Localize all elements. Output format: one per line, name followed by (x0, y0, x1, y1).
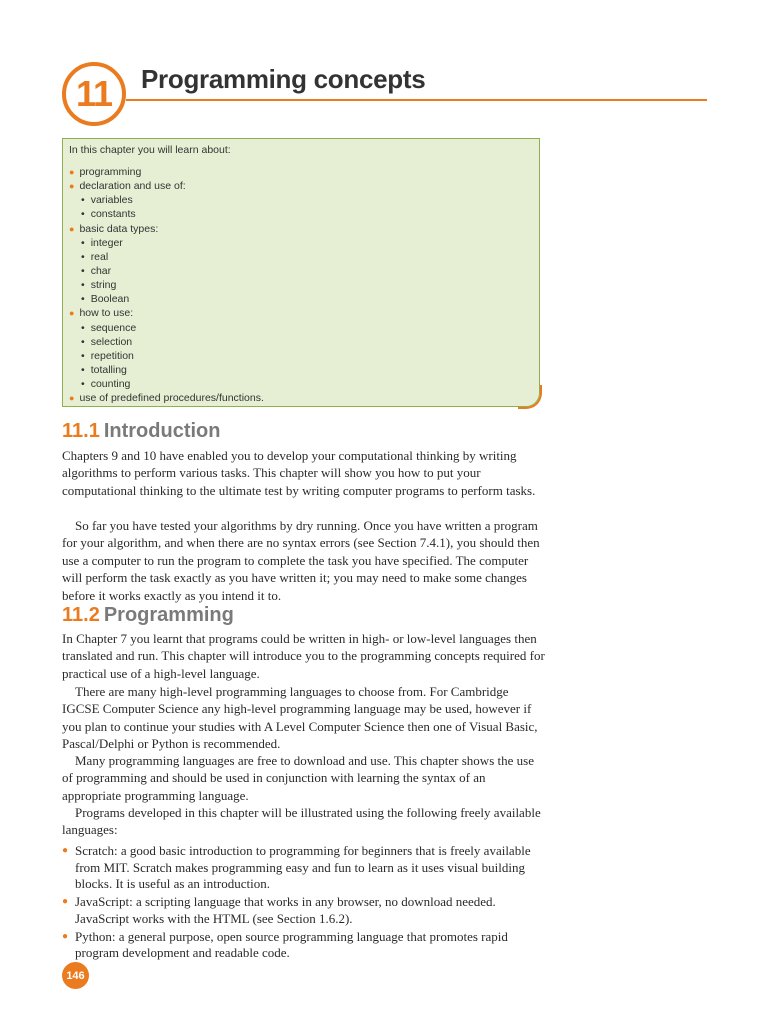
title-rule (126, 99, 707, 101)
section-number: 11.1 (62, 420, 100, 442)
objective-item: ● programming (69, 165, 539, 179)
objective-subitem: • constants (69, 207, 539, 221)
list-item: ● JavaScript: a scripting language that works in any browser, no download needed. JavaScript works with the HTML (see Section 1.6.2). (62, 894, 546, 927)
section-heading-programming (62, 604, 234, 627)
chapter-title: Programming concepts (141, 64, 426, 94)
objective-subitem: • repetition (69, 349, 539, 363)
language-bullet-list (62, 843, 546, 963)
section-heading-introduction (62, 420, 220, 443)
paragraph: So far you have tested your algorithms by dry running. Once you have written a program for your algorithm, and when there are no syntax errors (see Section 7.4.1), you should then use a computer to run the program to complete the task you have specified. The computer will perform the task exactly as you have written it; you may need to make some changes before it works exactly as you intend it to. (62, 518, 540, 603)
section-title: Programming (103, 604, 234, 626)
objective-item: ● use of predefined procedures/functions. (69, 391, 539, 405)
objective-subitem: • integer (69, 236, 539, 250)
objective-item: ● how to use: (69, 306, 539, 320)
paragraph: Chapters 9 and 10 have enabled you to develop your computational thinking by writing algorithms to perform various tasks. This chapter will show you how to put your computational thinking to the ultimate test by writing computer programs to perform tasks. (62, 448, 536, 498)
list-item: ● Python: a general purpose, open source programming language that promotes rapid program development and readable code. (62, 929, 546, 962)
objective-subitem: • totalling (69, 363, 539, 377)
objective-subitem: • counting (69, 377, 539, 391)
paragraph: In Chapter 7 you learnt that programs could be written in high- or low-level languages then translated and run. This chapter will introduce you to the programming concepts required for practical use of a high-level language. (62, 631, 545, 681)
page-number-badge: 146 (62, 962, 89, 989)
objective-subitem: • char (69, 264, 539, 278)
objective-item: ● basic data types: (69, 222, 539, 236)
paragraph: Many programming languages are free to download and use. This chapter shows the use of programming and should be used in conjunction with learning the syntax of an appropriate programming language. (62, 753, 534, 803)
learning-objectives-box (62, 138, 540, 407)
objectives-intro: In this chapter you will learn about: (69, 144, 231, 156)
section-number: 11.2 (62, 604, 100, 626)
objective-subitem: • variables (69, 193, 539, 207)
box-corner-accent (518, 385, 542, 409)
list-item: ● Scratch: a good basic introduction to programming for beginners that is freely available from MIT. Scratch makes programming easy and fun to learn as it uses visual building blocks. It is useful as an introduction. (62, 843, 546, 893)
paragraph: Programs developed in this chapter will be illustrated using the following freely available languages: (62, 805, 541, 838)
objective-subitem: • sequence (69, 321, 539, 335)
objective-subitem: • selection (69, 335, 539, 349)
chapter-number-badge: 11 (62, 62, 126, 126)
objective-subitem: • string (69, 278, 539, 292)
paragraph: There are many high-level programming languages to choose from. For Cambridge IGCSE Computer Science any high-level programming language may be used, however if you plan to continue your studies with A Level Computer Science then one of Visual Basic, Pascal/Delphi or Python is recommended. (62, 684, 538, 752)
objective-subitem: • Boolean (69, 292, 539, 306)
objective-subitem: • real (69, 250, 539, 264)
section-title: Introduction (103, 420, 221, 442)
objective-item: ● declaration and use of: (69, 179, 539, 193)
